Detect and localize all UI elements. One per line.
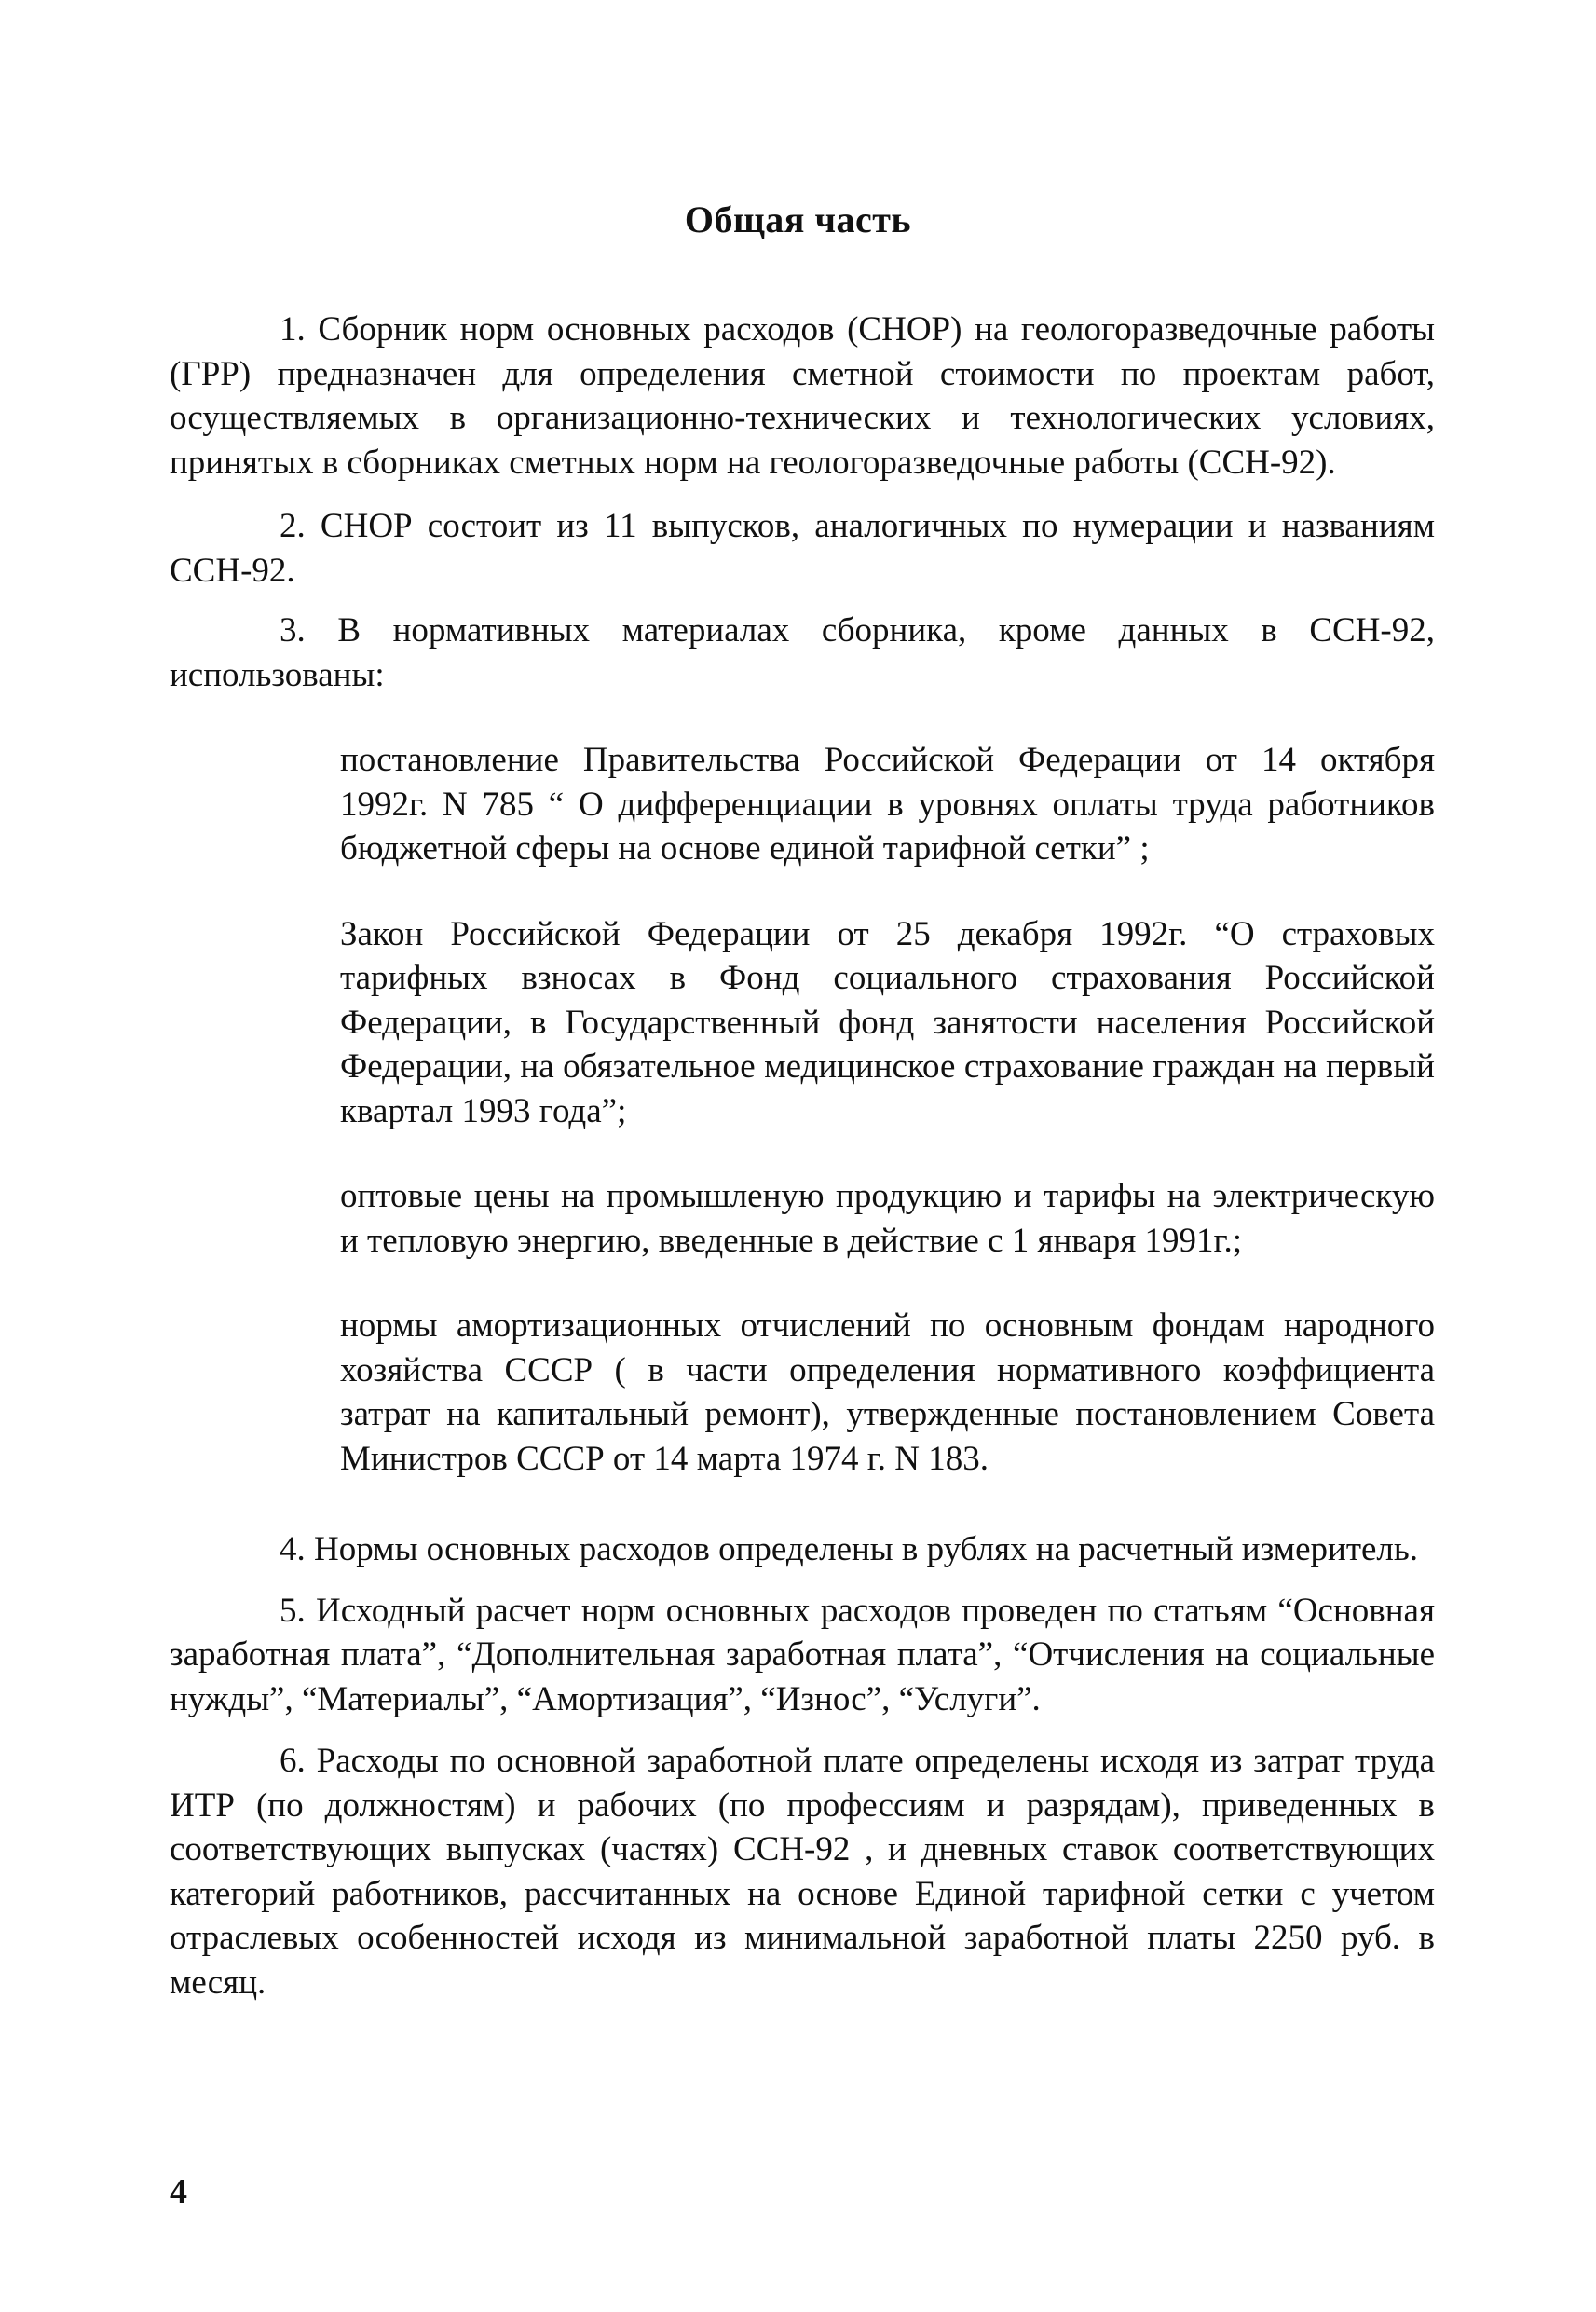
paragraph-5: 5. Исходный расчет норм основных расходов проведен по статьям “Основная заработная плата”, “Дополнительная заработная плата”, “Отчисления на социальные нужды”, “Материалы”, “Амортизация”, “Износ”, “Услуги”. <box>170 1591 1435 1718</box>
paragraph-1: 1. Сборник норм основных расходов (СНОР) на геологоразведочные работы (ГРР) предназначен для определения сметной стоимости по проектам работ, осуществляемых в организационно-технических и технологических условиях, принятых в сборниках сметных норм на геологоразведочные работы (ССН-92). <box>170 310 1435 482</box>
source-item-government-decree: постановление Правительства Российской Федерации от 14 октября 1992г. N 785 “ О дифференциации в уровнях оплаты труда работников бюджетной сферы на основе единой тарифной сетки” ; <box>340 741 1435 868</box>
paragraph-4: 4. Нормы основных расходов определены в рублях на расчетный измеритель. <box>280 1530 1418 1568</box>
section-title: Общая часть <box>684 198 912 240</box>
paragraph-6: 6. Расходы по основной заработной плате определены исходя из затрат труда ИТР (по должностям) и рабочих (по профессиям и разрядам), приведенных в соответствующих выпусках (частях) ССН-92 , и дневных ставок соответствующих категорий работников, рассчитанных на основе Единой тарифной сетки с учетом отраслевых особенностей исходя из минимальной заработной платы 2250 руб. в месяц. <box>170 1742 1435 2002</box>
page-number: 4 <box>170 2172 187 2211</box>
source-item-federal-law: Закон Российской Федерации от 25 декабря 1992г. “О страховых тарифных взносах в Фонд социального страхования Российской Федерации, в Государственный фонд занятости населения Российской Федерации, на обязательное медицинское страхование граждан на первый квартал 1993 года”; <box>340 914 1435 1130</box>
document-body <box>170 308 1435 2024</box>
paragraph-2: 2. СНОР состоит из 11 выпусков, аналогичных по нумерации и названиям ССН-92. <box>170 507 1435 590</box>
source-item-wholesale-prices: оптовые цены на промышленую продукцию и тарифы на электрическую и тепловую энергию, введенные в действие с 1 января 1991г.; <box>340 1177 1435 1260</box>
source-item-depreciation-norms: нормы амортизационных отчислений по основным фондам народного хозяйства СССР ( в части определения нормативного коэффициента затрат на капитальный ремонт), утвержденные постановлением Совета Министров СССР от 14 марта 1974 г. N 183. <box>340 1306 1435 1478</box>
paragraph-3: 3. В нормативных материалах сборника, кроме данных в ССН-92, использованы: <box>170 611 1435 694</box>
